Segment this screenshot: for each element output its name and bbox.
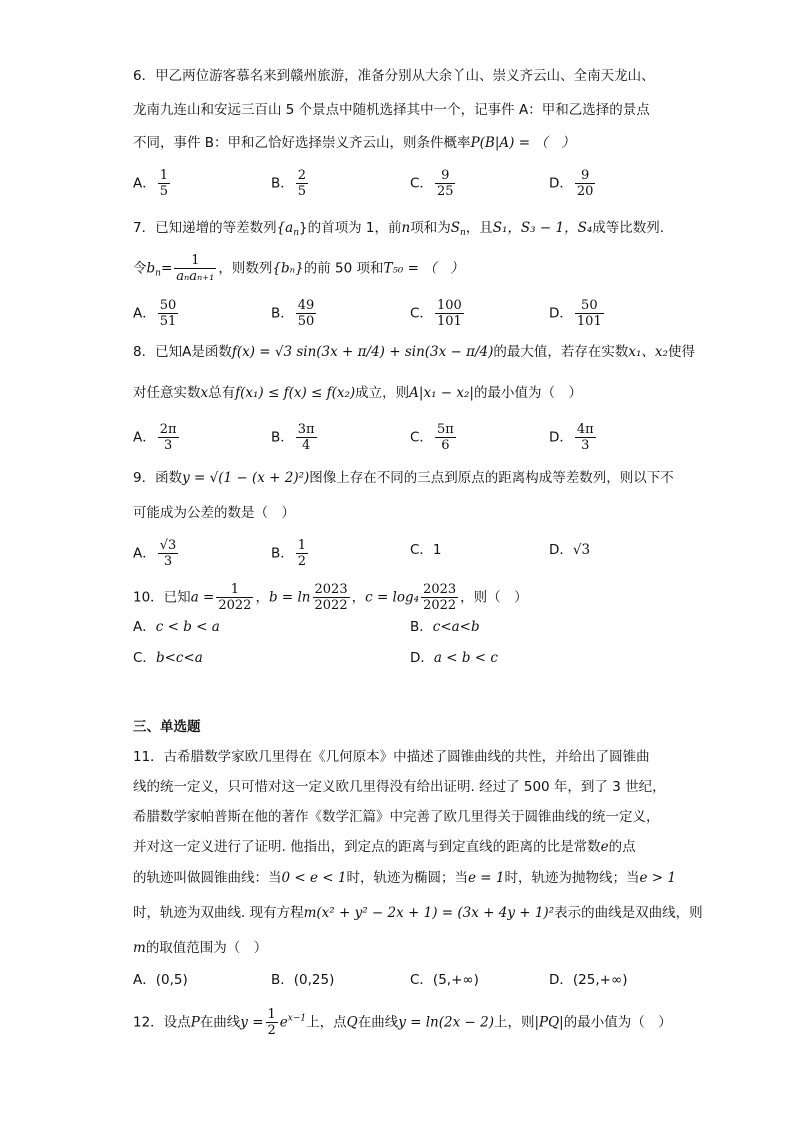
q9-option-a[interactable]: A． $\frac{√3}{3}$ — [133, 538, 177, 569]
q12-line-1: 12．设点P在曲线y = $\frac{1}{2}$ $e^{x-1}$上，点Q在曲线y = ln(2x − 2)上，则|PQ|的最小值为（ ） — [133, 1007, 672, 1038]
q8-line-2: 对任意实数x总有f(x₁) ≤ f(x) ≤ f(x₂)成立，则A|x₁ − x₂|的最小值为（ ） — [133, 385, 582, 401]
q9-option-b[interactable]: B． $\frac{1}{2}$ — [271, 538, 307, 569]
q9-option-c[interactable]: C．1 — [410, 542, 442, 558]
q11-option-d[interactable]: D．(25,+∞) — [549, 972, 628, 988]
q11-line-6: 时，轨迹为双曲线. 现有方程m(x² + y² − 2x + 1) = (3x + 4y + 1)²表示的曲线是双曲线，则 — [133, 905, 703, 921]
q11-option-a[interactable]: A．(0,5) — [133, 972, 188, 988]
q6-conditional-prob: P(B|A) = （ ） — [470, 135, 575, 151]
q7-option-b[interactable]: B． $\frac{49}{50}$ — [271, 298, 315, 329]
q11-line-2: 线的统一定义，只可惜对这一定义欧几里得没有给出证明. 经过了 500 年，到了 3 世纪， — [133, 779, 666, 795]
q10-line-1: 10．已知a = $\frac{1}{2022}$ ，b = ln $\frac{2023}{2022}$ ，c = log₄ $\frac{2023}{2022}$ ，则（ ） — [133, 582, 528, 613]
q11-line-7: m的取值范围为（ ） — [133, 940, 268, 956]
q7-line-2: 令$b_n=$ $\frac{1}{\text{aₙaₙ₊₁}}$ ，则数列{bₙ}的前 50 项和T₅₀ = （ ） — [133, 253, 464, 284]
q11-equation: m(x² + y² − 2x + 1) = (3x + 4y + 1)² — [303, 905, 555, 921]
q11-line-1: 11．古希腊数学家欧几里得在《几何原本》中描述了圆锥曲线的共性，并给出了圆锥曲 — [133, 749, 650, 765]
q9-line-2: 可能成为公差的数是（ ） — [133, 505, 295, 521]
q6-option-b[interactable]: B． $\frac{2}{5}$ — [271, 168, 307, 199]
q9-option-d[interactable]: D．√3 — [549, 542, 591, 558]
q7-line-1: 7．已知递增的等差数列$\{a_n\}$的首项为 1，前n项和为$S_n$，且S₁，S₃ − 1，S₄成等比数列. — [133, 220, 665, 238]
section-heading: 三、单选题 — [133, 719, 201, 735]
q10-option-c[interactable]: C．b<c<a — [133, 650, 203, 666]
q8-option-b[interactable]: B． $\frac{3\pi}{4}$ — [271, 422, 315, 453]
q8-function: f(x) = √3 sin(3x + π/4) + sin(3x − π/4) — [231, 344, 494, 360]
q10-option-b[interactable]: B．c<a<b — [410, 619, 480, 635]
q9-line-1: 9．函数y = √(1 − (x + 2)²)图像上存在不同的三点到原点的距离构成等差数列，则以下不 — [133, 470, 674, 486]
q11-option-b[interactable]: B．(0,25) — [271, 972, 335, 988]
q6-line-2: 龙南九连山和安远三百山 5 个景点中随机选择其中一个，记事件 A：甲和乙选择的景点 — [133, 102, 650, 118]
q11-option-c[interactable]: C．(5,+∞) — [410, 972, 479, 988]
q6-option-d[interactable]: D． $\frac{9}{20}$ — [549, 168, 594, 199]
q6-option-c[interactable]: C． $\frac{9}{25}$ — [410, 168, 454, 199]
q6-line-1: 6．甲乙两位游客慕名来到赣州旅游，准备分别从大余丫山、崇义齐云山、全南天龙山、 — [133, 68, 655, 84]
q9-function: y = √(1 − (x + 2)²) — [182, 470, 310, 486]
q8-option-a[interactable]: A． $\frac{2\pi}{3}$ — [133, 422, 177, 453]
q11-line-3: 希腊数学家帕普斯在他的著作《数学汇篇》中完善了欧几里得关于圆锥曲线的统一定义， — [133, 809, 660, 825]
q8-line-1: 8．已知A是函数f(x) = √3 sin(3x + π/4) + sin(3x − π/4)的最大值，若存在实数x₁、x₂使得 — [133, 344, 695, 360]
q10-option-d[interactable]: D．a < b < c — [410, 650, 498, 666]
q11-line-5: 的轨迹叫做圆锥曲线：当0 < e < 1时，轨迹为椭圆；当e = 1时，轨迹为抛物线；当e > 1 — [133, 870, 676, 886]
q6-line-3: 不同，事件 B：甲和乙恰好选择崇义齐云山，则条件概率P(B|A) = （ ） — [133, 135, 575, 151]
q6-option-a[interactable]: A． $\frac{1}{5}$ — [133, 168, 169, 199]
q7-bn-fraction: $\frac{1}{\text{aₙaₙ₊₁}}$ — [176, 253, 215, 284]
q10-option-a[interactable]: A．c < b < a — [133, 619, 220, 635]
q8-option-c[interactable]: C． $\frac{5\pi}{6}$ — [410, 422, 454, 453]
q7-option-c[interactable]: C． $\frac{100}{101}$ — [410, 298, 462, 329]
q11-line-4: 并对这一定义进行了证明. 他指出，到定点的距离与到定直线的距离的比是常数e的点 — [133, 839, 636, 855]
q7-option-d[interactable]: D． $\frac{50}{101}$ — [549, 298, 602, 329]
q7-option-a[interactable]: A． $\frac{50}{51}$ — [133, 298, 177, 329]
q8-option-d[interactable]: D． $\frac{4\pi}{3}$ — [549, 422, 594, 453]
